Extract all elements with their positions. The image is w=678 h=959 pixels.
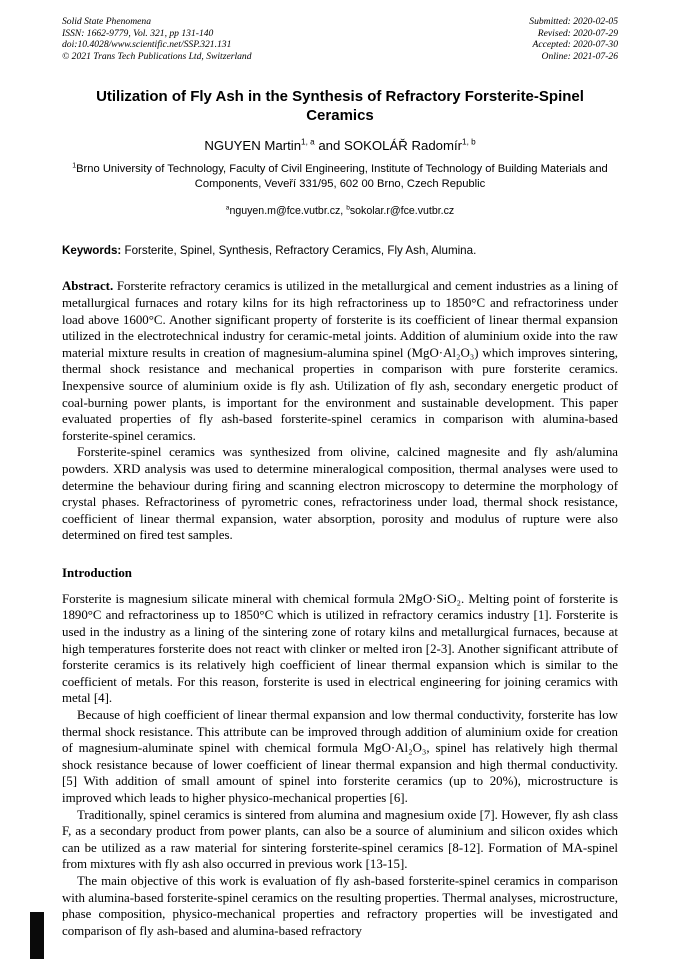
affiliation-line [62,162,618,192]
introduction-heading: Introduction [62,565,132,580]
revised-date: Revised: 2020-07-29 [537,27,618,39]
abstract-text-1: Forsterite refractory ceramics is utilized in the metallurgical and cement industries as a lining of metallurgical furnaces and rotary kilns for its high refractoriness up to 1850°C and refractoriness under load above 1600°C. Another significant property of forsterite is its coefficient of linear thermal expansion utilized in the electrotechnical industry for ceramic-metal joints. Addition of aluminium oxide into the raw material mixture results in creation of magnesium-alumina spinel (MgO·Al₂O₃) which improves sintering, thermal shock resistance and mechanical properties in comparison with pure forsterite ceramics. Inexpensive source of aluminium oxide is fly ash. Utilization of fly ash, secondary energetic product of coal-burning power plants, is important for the environment and sustainable development. This paper evaluated properties of fly ash-based forsterite-spinel ceramics in comparison with alumina-based forsterite-spinel ceramics. [62,279,618,443]
authors-line [62,138,618,153]
paper-title: Utilization of Fly Ash in the Synthesis of Refractory Forsterite-Spinel Ceramics [96,88,584,125]
author-name-2: SOKOLÁŘ Radomír [344,138,463,154]
introduction-paragraph-3: Traditionally, spinel ceramics is sintered from alumina and magnesium oxide [7]. However, fly ash class F, as a secondary product from power plants, can also be a source of aluminium and silicon oxides which can be utilized as a raw material for sintering forsterite-spinel ceramics [8-12]. Formation of MA-spinel from mixtures with fly ash also occurred in previous work [13-15]. [62,807,618,872]
journal-copyright: © 2021 Trans Tech Publications Ltd, Switzerland [62,50,252,62]
keywords-text: Forsterite, Spinel, Synthesis, Refractory Ceramics, Fly Ash, Alumina. [121,244,477,258]
journal-issn-volume: ISSN: 1662-9779, Vol. 321, pp 131-140 [62,27,214,39]
introduction-paragraph-1: Forsterite is magnesium silicate mineral with chemical formula 2MgO·SiO₂. Melting point of forsterite is 1890°C and refractoriness up to 1850°C which is utilized in refractory ceramics industry [1]. Forsterite is used in the industry as a lining of the sintering zone of rotary kilns and metallurgical furnaces, because at high temperatures forsterite does not react with clinker or melted iron [2-3]. Another significant attribute of forsterite ceramics is its relatively high coefficient of linear thermal expansion which is similar to the coefficient of metals. For this reason, forsterite is used in electrical engineering for joining ceramics with metal [4]. [62,591,618,706]
keywords-line [62,244,618,257]
author-name-1: NGUYEN Martin [204,138,302,154]
accepted-date: Accepted: 2020-07-30 [532,39,618,51]
email-address-2: sokolar.r@fce.vutbr.cz [349,205,455,218]
email-2-mark: b [346,204,350,212]
journal-info-block [62,16,252,62]
submitted-date: Submitted: 2020-02-05 [529,16,618,27]
email-1-mark: a [225,204,230,212]
author-1-affiliation-mark: 1, a [301,137,315,147]
scan-edge-artifact [30,912,44,959]
journal-doi: doi:10.4028/www.scientific.net/SSP.321.131 [62,39,232,51]
authors-joiner: and [314,138,345,154]
affiliation-mark: 1 [72,162,77,170]
introduction-paragraph-4: The main objective of this work is evaluation of fly ash-based forsterite-spinel ceramics in comparison with alumina-based forsterite-spinel ceramics on the resulting properties. Thermal analyses, microstructure, phase composition, physico-mechanical properties and refractory properties will be investigated and comparison of fly ash-based and alumina-based refractory [62,873,618,938]
journal-name: Solid State Phenomena [62,16,151,27]
submission-dates-block [529,16,618,62]
emails-line [62,205,618,217]
author-2-affiliation-mark: 1, b [462,137,476,147]
introduction-paragraph-2: Because of high coefficient of linear thermal expansion and low thermal conductivity, forsterite has low thermal shock resistance. This attribute can be improved through addition of aluminium oxide for creation of magnesium-aluminate spinel with chemical formula MgO·Al₂O₃, spinel has relatively high thermal shock resistance because of lower coefficient of linear thermal expansion and high thermal conductivity. [5] With addition of small amount of spinel into forsterite ceramics (up to 20%), microstructure is improved which leads to higher physico-mechanical properties [6]. [62,708,618,805]
online-date: Online: 2021-07-26 [541,50,618,62]
email-address-1: nguyen.m@fce.vutbr.cz, [229,205,347,218]
keywords-label: Keywords: [62,244,122,258]
abstract-label: Abstract. [62,279,114,294]
abstract-paragraph-1 [62,278,618,444]
affiliation-text: Brno University of Technology, Faculty of Civil Engineering, Institute of Technology of Building Materials and Components, Veveří 331/95, 602 00 Brno, Czech Republic [76,163,608,191]
journal-header [62,16,618,62]
abstract-paragraph-2: Forsterite-spinel ceramics was synthesized from olivine, calcined magnesite and fly ash/alumina powders. XRD analysis was used to determine mineralogical composition, thermal analyses were used to determine the behaviour during firing and scanning electron microscopy to determine the morphology of crystal phases. Refractoriness of pyrometric cones, refractoriness under load, thermal shock resistance, coefficient of linear thermal expansion, water absorption, porosity and modulus of rupture were also determined on fired test samples. [62,445,618,543]
